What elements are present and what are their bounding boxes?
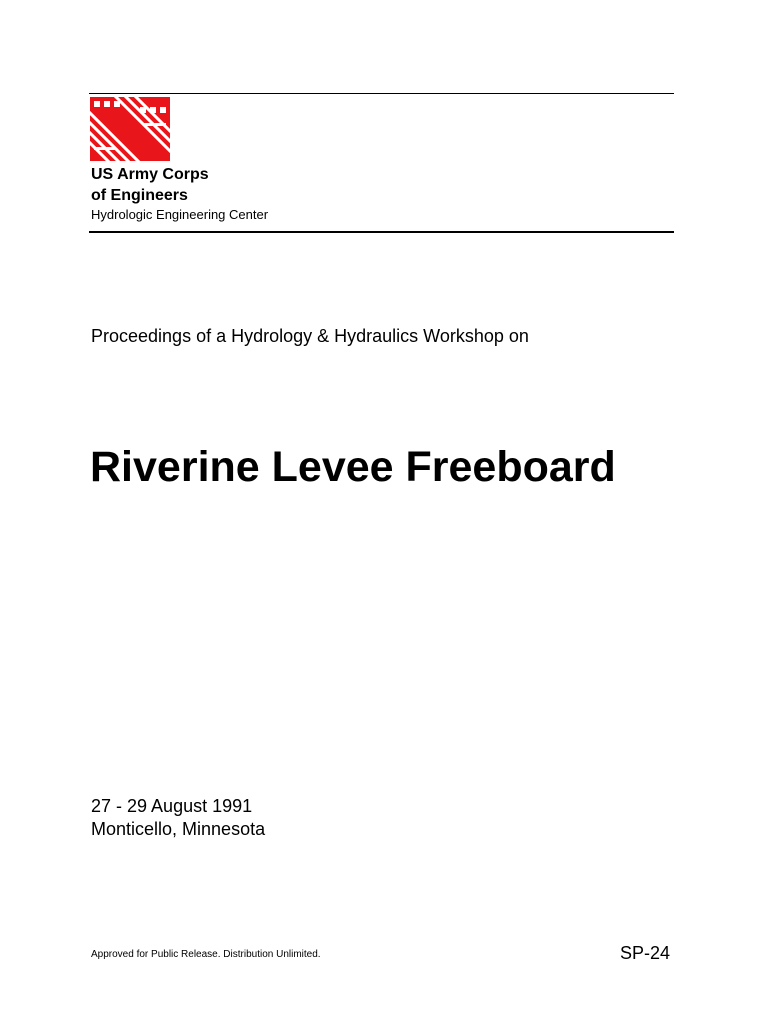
- header-rule: [89, 231, 674, 233]
- org-name-line1: US Army Corps: [91, 166, 209, 183]
- usace-castle-logo-icon: [90, 97, 170, 161]
- org-center-name: Hydrologic Engineering Center: [91, 207, 269, 222]
- document-title: Riverine Levee Freeboard: [90, 443, 616, 491]
- workshop-location: Monticello, Minnesota: [91, 819, 266, 839]
- release-statement: Approved for Public Release. Distribution Unlimited.: [91, 949, 321, 960]
- workshop-date: 27 - 29 August 1991: [91, 796, 253, 816]
- top-rule: [89, 93, 674, 94]
- org-name-line2: of Engineers: [91, 187, 188, 204]
- document-number: SP-24: [620, 943, 671, 963]
- workshop-subtitle: Proceedings of a Hydrology & Hydraulics Workshop on: [91, 326, 529, 346]
